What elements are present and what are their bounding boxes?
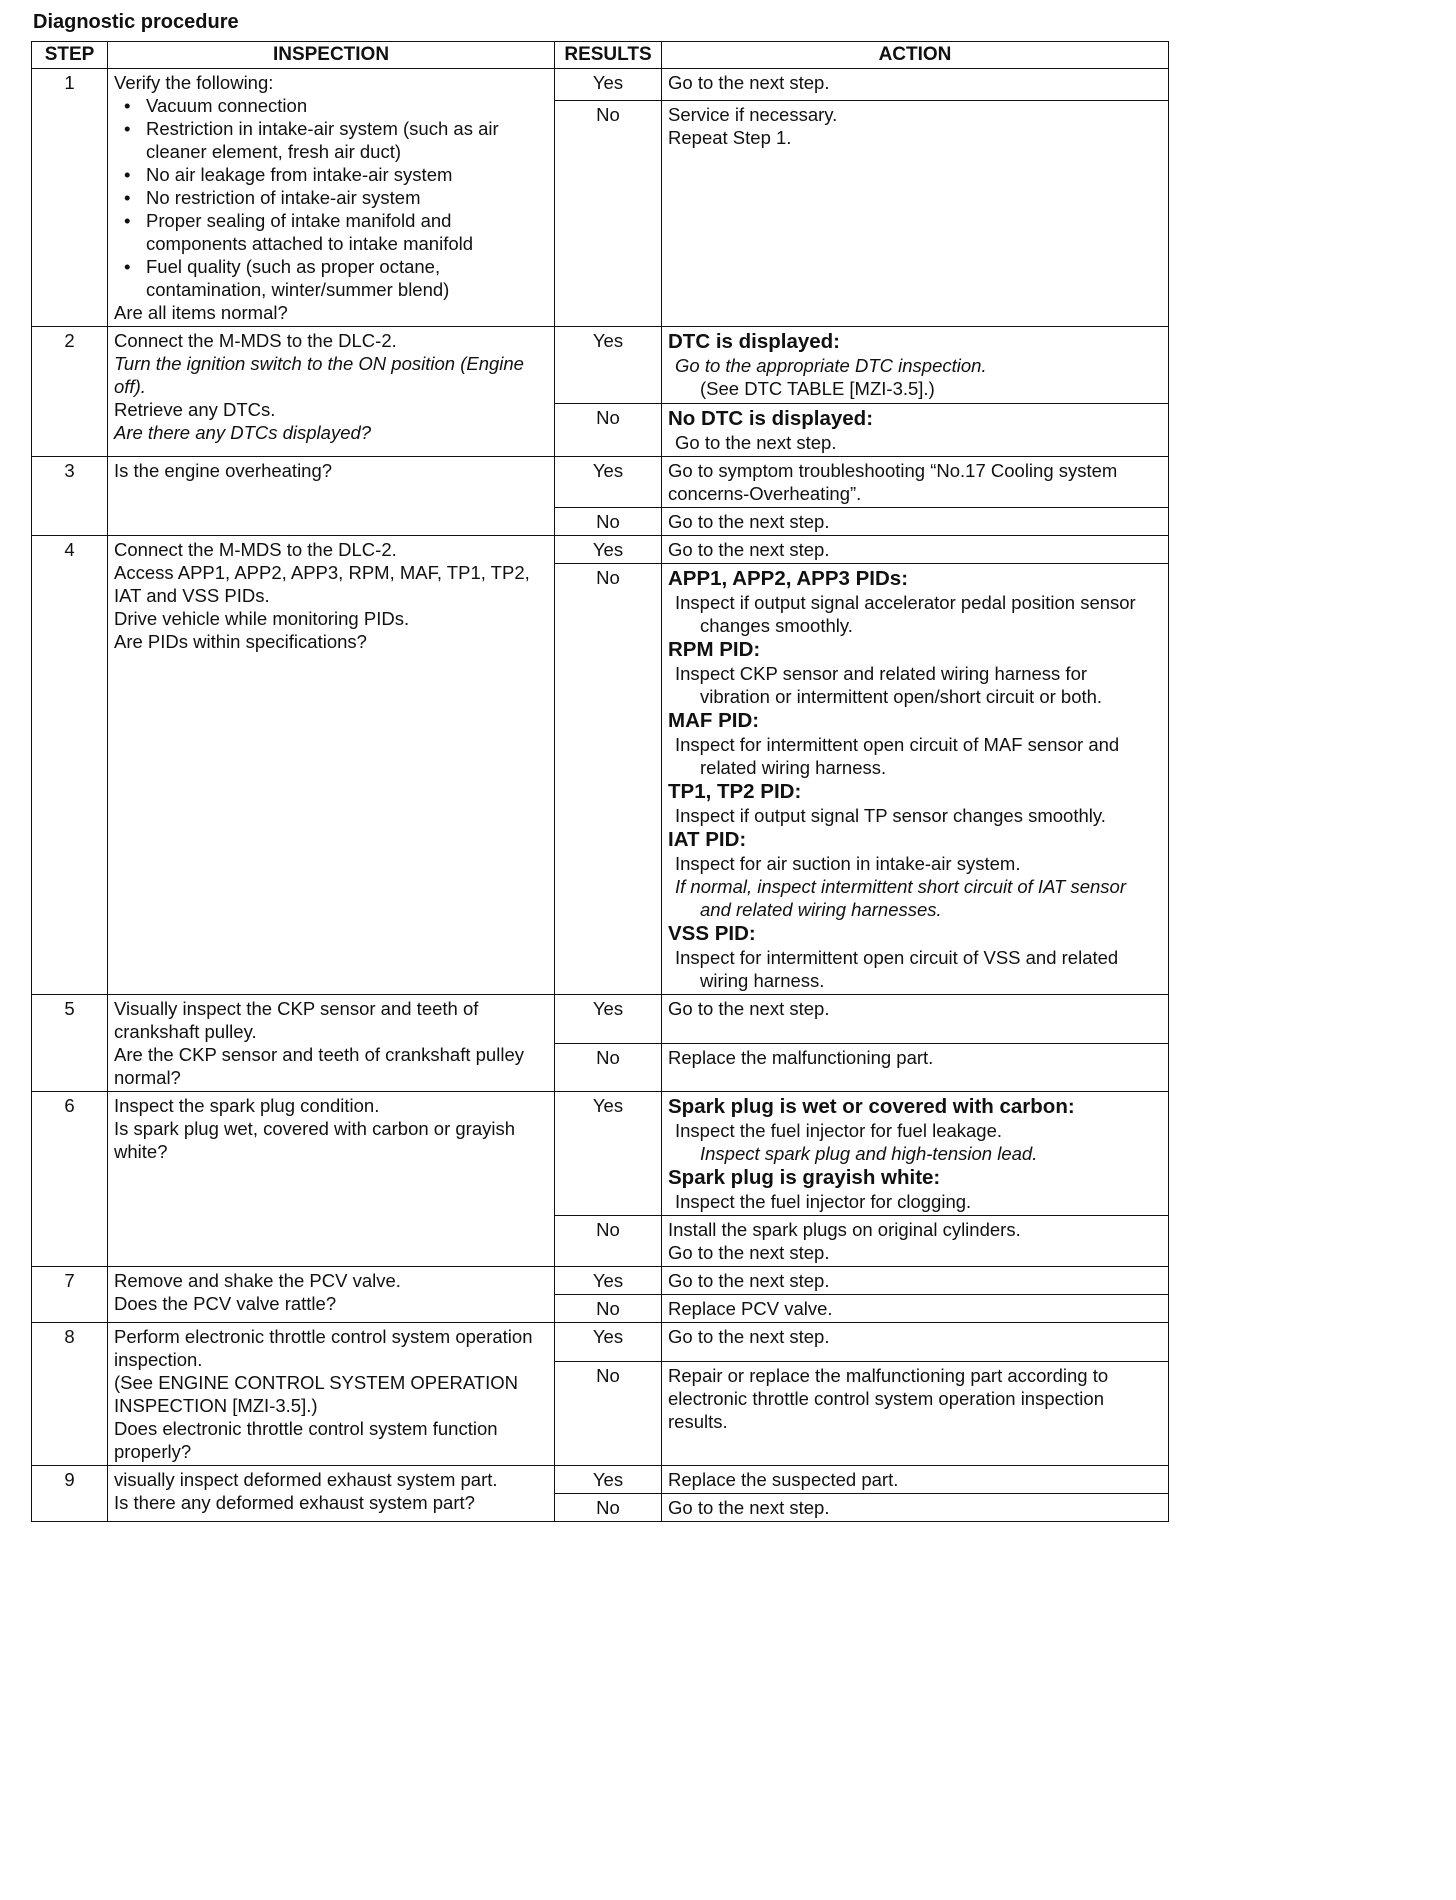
- inspection-text: Inspect the spark plug condition.: [114, 1095, 380, 1116]
- result-no: No: [555, 1494, 662, 1522]
- inspection-question: Is the engine overheating?: [114, 460, 333, 481]
- list-item: • Fuel quality (such as proper octane, contamination, winter/summer blend): [114, 255, 548, 301]
- inspection-cell: [108, 69, 555, 327]
- action-cell: [662, 327, 1169, 404]
- action-heading: Spark plug is wet or covered with carbon:: [668, 1095, 1075, 1118]
- step-number: 6: [32, 1092, 108, 1267]
- step-number: 4: [32, 536, 108, 995]
- step-number: 5: [32, 995, 108, 1092]
- action-text: Repeat Step 1.: [668, 127, 792, 148]
- action-cell: Replace the malfunctioning part.: [662, 1043, 1169, 1092]
- step-number: 9: [32, 1466, 108, 1522]
- action-cell: [662, 101, 1169, 327]
- inspection-question: Are all items normal?: [114, 302, 288, 323]
- action-cell: Go to the next step.: [662, 1267, 1169, 1295]
- table-row: [32, 327, 1169, 404]
- table-row: [32, 1092, 1169, 1216]
- action-cell: [662, 404, 1169, 457]
- action-heading: VSS PID:: [668, 922, 756, 945]
- bullet-list: [114, 94, 548, 301]
- inspection-cell: [108, 1267, 555, 1323]
- action-cell: Go to the next step.: [662, 995, 1169, 1044]
- result-yes: Yes: [555, 457, 662, 508]
- action-heading: MAF PID:: [668, 709, 760, 732]
- list-item: • Vacuum connection: [114, 94, 548, 117]
- action-cell: [662, 564, 1169, 995]
- table-row: [32, 1323, 1169, 1362]
- result-yes: Yes: [555, 995, 662, 1044]
- result-yes: Yes: [555, 536, 662, 564]
- inspection-text: Connect the M-MDS to the DLC-2.: [114, 330, 397, 351]
- inspection-question: Are the CKP sensor and teeth of crankshaft pulley normal?: [114, 1044, 524, 1088]
- list-item: • No restriction of intake-air system: [114, 186, 548, 209]
- action-cell: Replace the suspected part.: [662, 1466, 1169, 1494]
- action-cell: Repair or replace the malfunctioning part according to electronic throttle control system operation inspection results.: [662, 1362, 1169, 1466]
- action-text: Go to the next step.: [675, 432, 837, 453]
- action-text: (See DTC TABLE [MZI-3.5].): [700, 378, 935, 399]
- table-row: [32, 536, 1169, 564]
- result-yes: Yes: [555, 1323, 662, 1362]
- result-no: No: [555, 404, 662, 457]
- step-number: 3: [32, 457, 108, 536]
- list-item: • Restriction in intake-air system (such as air cleaner element, fresh air duct): [114, 117, 548, 163]
- action-cell: Replace PCV valve.: [662, 1295, 1169, 1323]
- action-text: Inspect for intermittent open circuit of VSS and related wiring harness.: [675, 947, 1119, 991]
- action-cell: Go to the next step.: [662, 508, 1169, 536]
- action-heading: Spark plug is grayish white:: [668, 1166, 941, 1189]
- inspection-question: Is there any deformed exhaust system part?: [114, 1492, 475, 1513]
- action-heading: APP1, APP2, APP3 PIDs:: [668, 567, 909, 590]
- result-yes: Yes: [555, 69, 662, 101]
- inspection-text: Visually inspect the CKP sensor and teeth of crankshaft pulley.: [114, 998, 479, 1042]
- action-heading: No DTC is displayed:: [668, 407, 874, 430]
- action-heading: RPM PID:: [668, 638, 761, 661]
- action-text: Inspect the fuel injector for clogging.: [675, 1191, 972, 1212]
- header-action: ACTION: [662, 42, 1169, 69]
- action-cell: Go to the next step.: [662, 69, 1169, 101]
- list-item: • No air leakage from intake-air system: [114, 163, 548, 186]
- inspection-text: Turn the ignition switch to the ON position (Engine off).: [114, 353, 524, 397]
- action-text: Install the spark plugs on original cylinders.: [668, 1219, 1021, 1240]
- inspection-cell: [108, 995, 555, 1092]
- action-cell: Go to the next step.: [662, 1323, 1169, 1362]
- action-text: Inspect spark plug and high-tension lead.: [700, 1143, 1038, 1164]
- inspection-text: Verify the following:: [114, 72, 274, 93]
- action-cell: Go to the next step.: [662, 1494, 1169, 1522]
- action-text: Inspect if output signal accelerator pedal position sensor changes smoothly.: [675, 592, 1136, 636]
- step-number: 8: [32, 1323, 108, 1466]
- inspection-text: Remove and shake the PCV valve.: [114, 1270, 401, 1291]
- result-yes: Yes: [555, 1092, 662, 1216]
- inspection-cell: [108, 457, 555, 536]
- inspection-cell: [108, 536, 555, 995]
- list-item: • Proper sealing of intake manifold and components attached to intake manifold: [114, 209, 548, 255]
- action-heading: DTC is displayed:: [668, 330, 841, 353]
- table-row: [32, 69, 1169, 101]
- result-no: No: [555, 508, 662, 536]
- table-row: [32, 1466, 1169, 1494]
- header-inspection: INSPECTION: [108, 42, 555, 69]
- result-yes: Yes: [555, 1267, 662, 1295]
- action-text: If normal, inspect intermittent short circuit of IAT sensor and related wiring harnesses.: [675, 876, 1127, 920]
- diagnostic-procedure-table: [31, 41, 1169, 1522]
- inspection-question: Is spark plug wet, covered with carbon or grayish white?: [114, 1118, 516, 1162]
- inspection-question: Are PIDs within specifications?: [114, 631, 367, 652]
- action-text: Go to the appropriate DTC inspection.: [675, 355, 987, 376]
- action-text: Service if necessary.: [668, 104, 838, 125]
- inspection-question: Does electronic throttle control system function properly?: [114, 1418, 498, 1462]
- step-number: 7: [32, 1267, 108, 1323]
- result-yes: Yes: [555, 327, 662, 404]
- page-title: Diagnostic procedure: [33, 11, 239, 33]
- step-number: 2: [32, 327, 108, 457]
- inspection-text: visually inspect deformed exhaust system part.: [114, 1469, 498, 1490]
- action-cell: Go to the next step.: [662, 536, 1169, 564]
- inspection-text: Retrieve any DTCs.: [114, 399, 276, 420]
- result-no: No: [555, 1216, 662, 1267]
- action-text: Go to the next step.: [668, 1242, 830, 1263]
- inspection-question: Are there any DTCs displayed?: [114, 422, 372, 443]
- inspection-cell: [108, 1466, 555, 1522]
- result-no: No: [555, 564, 662, 995]
- table-row: [32, 995, 1169, 1044]
- action-text: Inspect for intermittent open circuit of MAF sensor and related wiring harness.: [675, 734, 1120, 778]
- result-no: No: [555, 1362, 662, 1466]
- action-text: Inspect CKP sensor and related wiring harness for vibration or intermittent open/short circuit or both.: [675, 663, 1103, 707]
- header-results: RESULTS: [555, 42, 662, 69]
- action-heading: TP1, TP2 PID:: [668, 780, 802, 803]
- result-no: No: [555, 101, 662, 327]
- inspection-text: (See ENGINE CONTROL SYSTEM OPERATION INSPECTION [MZI-3.5].): [114, 1372, 518, 1416]
- action-cell: Go to symptom troubleshooting “No.17 Cooling system concerns-Overheating”.: [662, 457, 1169, 508]
- step-number: 1: [32, 69, 108, 327]
- inspection-cell: [108, 1092, 555, 1267]
- action-cell: [662, 1216, 1169, 1267]
- action-text: Inspect if output signal TP sensor changes smoothly.: [675, 805, 1106, 826]
- result-no: No: [555, 1295, 662, 1323]
- action-text: Inspect the fuel injector for fuel leakage.: [675, 1120, 1003, 1141]
- action-heading: IAT PID:: [668, 828, 747, 851]
- action-cell: [662, 1092, 1169, 1216]
- inspection-text: Access APP1, APP2, APP3, RPM, MAF, TP1, TP2, IAT and VSS PIDs.: [114, 562, 530, 606]
- table-row: [32, 1267, 1169, 1295]
- action-text: Inspect for air suction in intake-air system.: [675, 853, 1021, 874]
- inspection-text: Perform electronic throttle control system operation inspection.: [114, 1326, 533, 1370]
- inspection-text: Connect the M-MDS to the DLC-2.: [114, 539, 397, 560]
- inspection-question: Does the PCV valve rattle?: [114, 1293, 337, 1314]
- result-yes: Yes: [555, 1466, 662, 1494]
- header-step: STEP: [32, 42, 108, 69]
- inspection-text: Drive vehicle while monitoring PIDs.: [114, 608, 410, 629]
- inspection-cell: [108, 1323, 555, 1466]
- table-header-row: [32, 42, 1169, 69]
- table-row: [32, 457, 1169, 508]
- result-no: No: [555, 1043, 662, 1092]
- inspection-cell: [108, 327, 555, 457]
